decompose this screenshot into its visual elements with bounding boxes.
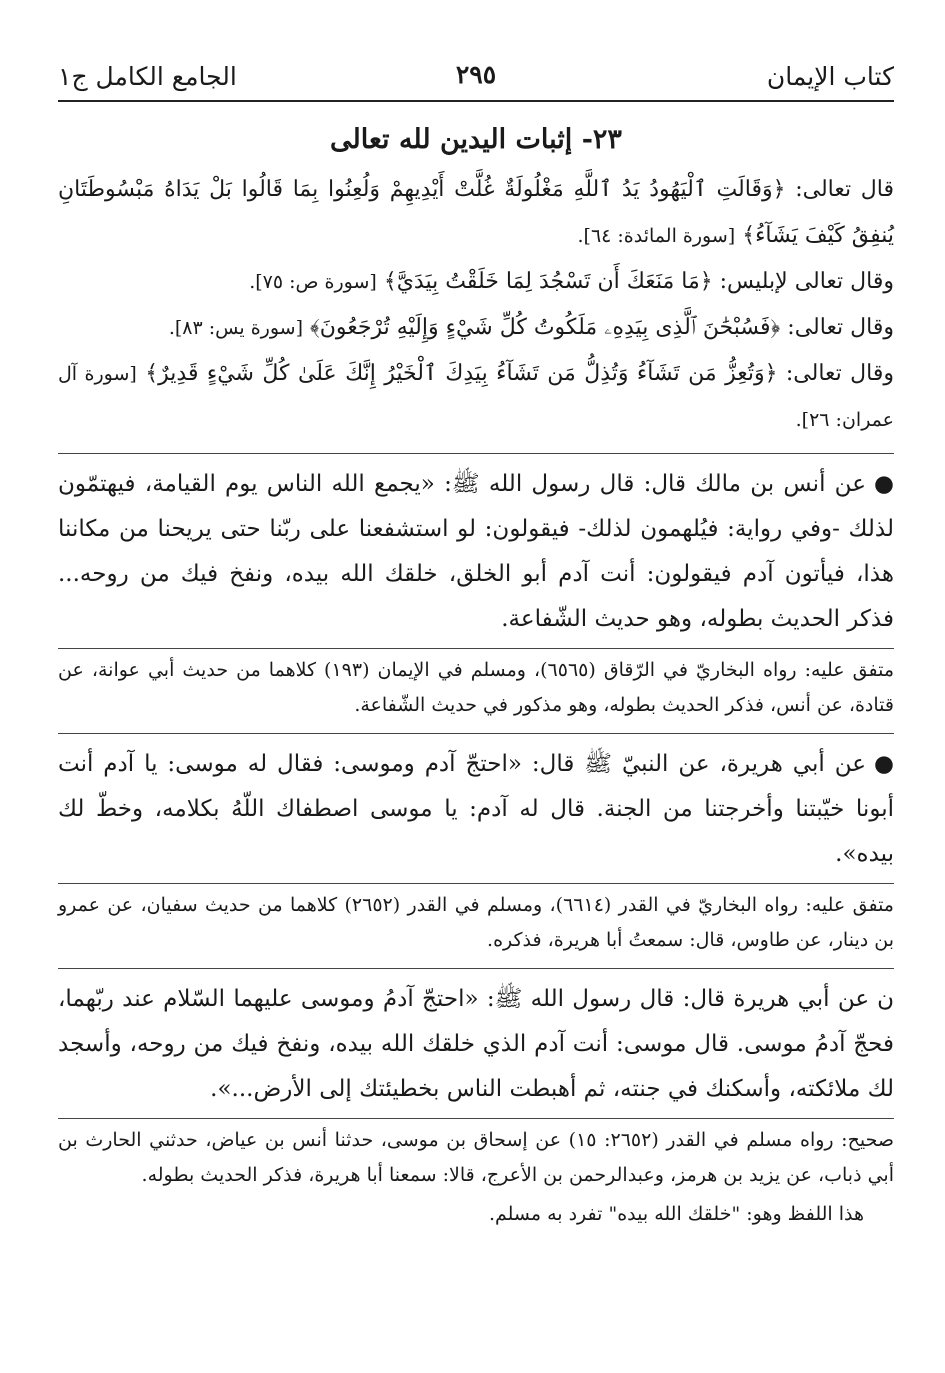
verse-text: وقال تعالى: ﴿وَتُعِزُّ مَن تَشَآءُ وَتُذِلُّ مَن تَشَآءُ بِيَدِكَ ٱلْخَيْرُ إِنَّكَ عَلَىٰ كُلِّ شَيْءٍ قَدِيرٌ﴾	[145, 361, 895, 387]
verse-text: قال تعالى: ﴿وَقَالَتِ ٱلْيَهُودُ يَدُ ٱللَّهِ مَغْلُولَةٌ غُلَّتْ أَيْدِيهِمْ وَلُعِنُوا بِمَا قَالُوا بَلْ يَدَاهُ مَبْسُوطَتَانِ يُنفِقُ كَيْفَ يَشَآءُ﴾	[58, 177, 894, 249]
running-header	[58, 52, 894, 102]
verse-text: وقال تعالى: ﴿فَسُبْحَٰنَ ٱلَّذِى بِيَدِهِۦ مَلَكُوتُ كُلِّ شَيْءٍ وَإِلَيْهِ تُرْجَعُونَ﴾	[310, 315, 894, 341]
verse-source: [سورة يس: ٨٣].	[168, 317, 303, 340]
verse-4	[58, 351, 894, 443]
hadith-text	[58, 968, 894, 1112]
book-section-title: كتاب الإيمان	[766, 62, 894, 91]
hadith-1	[58, 453, 894, 723]
final-note: هذا اللفظ وهو: "خلقك الله بيده" تفرد به مسلم.	[488, 1203, 864, 1226]
hadith-3	[58, 968, 894, 1193]
verse-source: [سورة آل عمران: ٢٦].	[58, 363, 894, 432]
verse-2	[58, 259, 894, 305]
bullet-marker: ن	[877, 986, 894, 1013]
bullet-marker: ●	[873, 471, 894, 498]
verse-source: [سورة المائدة: ٦٤].	[577, 225, 736, 248]
page-number: ٢٩٥	[455, 60, 497, 89]
hadith-takhrij: صحيح: رواه مسلم في القدر (٢٦٥٢: ١٥) عن إسحاق بن موسى، حدثنا أنس بن عياض، حدثني الحارث بن أبي ذباب، عن يزيد بن هرمز، وعبدالرحمن بن الأعرج، قالا: سمعنا أبا هريرة، فذكر الحديث بطوله.	[58, 1118, 894, 1193]
verse-source: [سورة ص: ٧٥].	[249, 271, 377, 294]
verse-text: وقال تعالى لإبليس: ﴿مَا مَنَعَكَ أَن تَسْجُدَ لِمَا خَلَقْتُ بِيَدَيَّ﴾	[383, 269, 894, 295]
hadith-text	[58, 733, 894, 877]
hadith-text	[58, 453, 894, 642]
hadith-2	[58, 733, 894, 958]
chapter-title: ٢٣- إثبات اليدين لله تعالى	[330, 124, 622, 155]
bullet-marker: ●	[873, 751, 894, 778]
book-volume-title: الجامع الكامل ج١	[58, 62, 237, 91]
hadith-takhrij: متفق عليه: رواه البخاريّ في القدر (٦٦١٤)، ومسلم في القدر (٢٦٥٢) كلاهما من حديث سفيان، عن عمرو بن دينار، عن طاوس، قال: سمعتُ أبا هريرة، فذكره.	[58, 883, 894, 958]
book-page	[58, 52, 894, 1231]
hadith-body: عن أبي هريرة، عن النبيّ ﷺ قال: «احتجّ آدم وموسى: فقال له موسى: يا آدم أنت أبونا خيّبتنا وأخرجتنا من الجنة. قال له آدم: يا موسى اصطفاك اللّهُ بكلامه، وخطّ لك بيده».	[58, 751, 894, 868]
verse-1	[58, 167, 894, 259]
hadith-body: عن أنس بن مالك قال: قال رسول الله ﷺ: «يجمع الله الناس يوم القيامة، فيهتمّون لذلك -وفي رواية: فيُلهمون لذلك- فيقولون: لو استشفعنا على ربّنا حتى يريحنا من مكاننا هذا، فيأتون آدم فيقولون: أنت آدم أبو الخلق، خلقك الله بيده، ونفخ فيك من روحه... فذكر الحديث بطوله، وهو حديث الشّفاعة.	[58, 471, 894, 633]
hadith-takhrij: متفق عليه: رواه البخاريّ في الرّقاق (٦٥٦٥)، ومسلم في الإيمان (١٩٣) كلاهما من حديث أبي عوانة، عن قتادة، عن أنس، فذكر الحديث بطوله، وهو مذكور في حديث الشّفاعة.	[58, 648, 894, 723]
hadith-body: عن أبي هريرة قال: قال رسول الله ﷺ: «احتجّ آدمُ وموسى عليهما السّلام عند ربّهما، فحجّ آدمُ موسى. قال موسى: أنت آدم الذي خلقك الله بيده، ونفخ فيك من روحه، وأسجد لك ملائكته، وأسكنك في جنته، ثم أهبطت الناس بخطيئتك إلى الأرض...».	[58, 986, 894, 1103]
verse-3	[58, 305, 894, 351]
quran-verses	[58, 167, 894, 443]
